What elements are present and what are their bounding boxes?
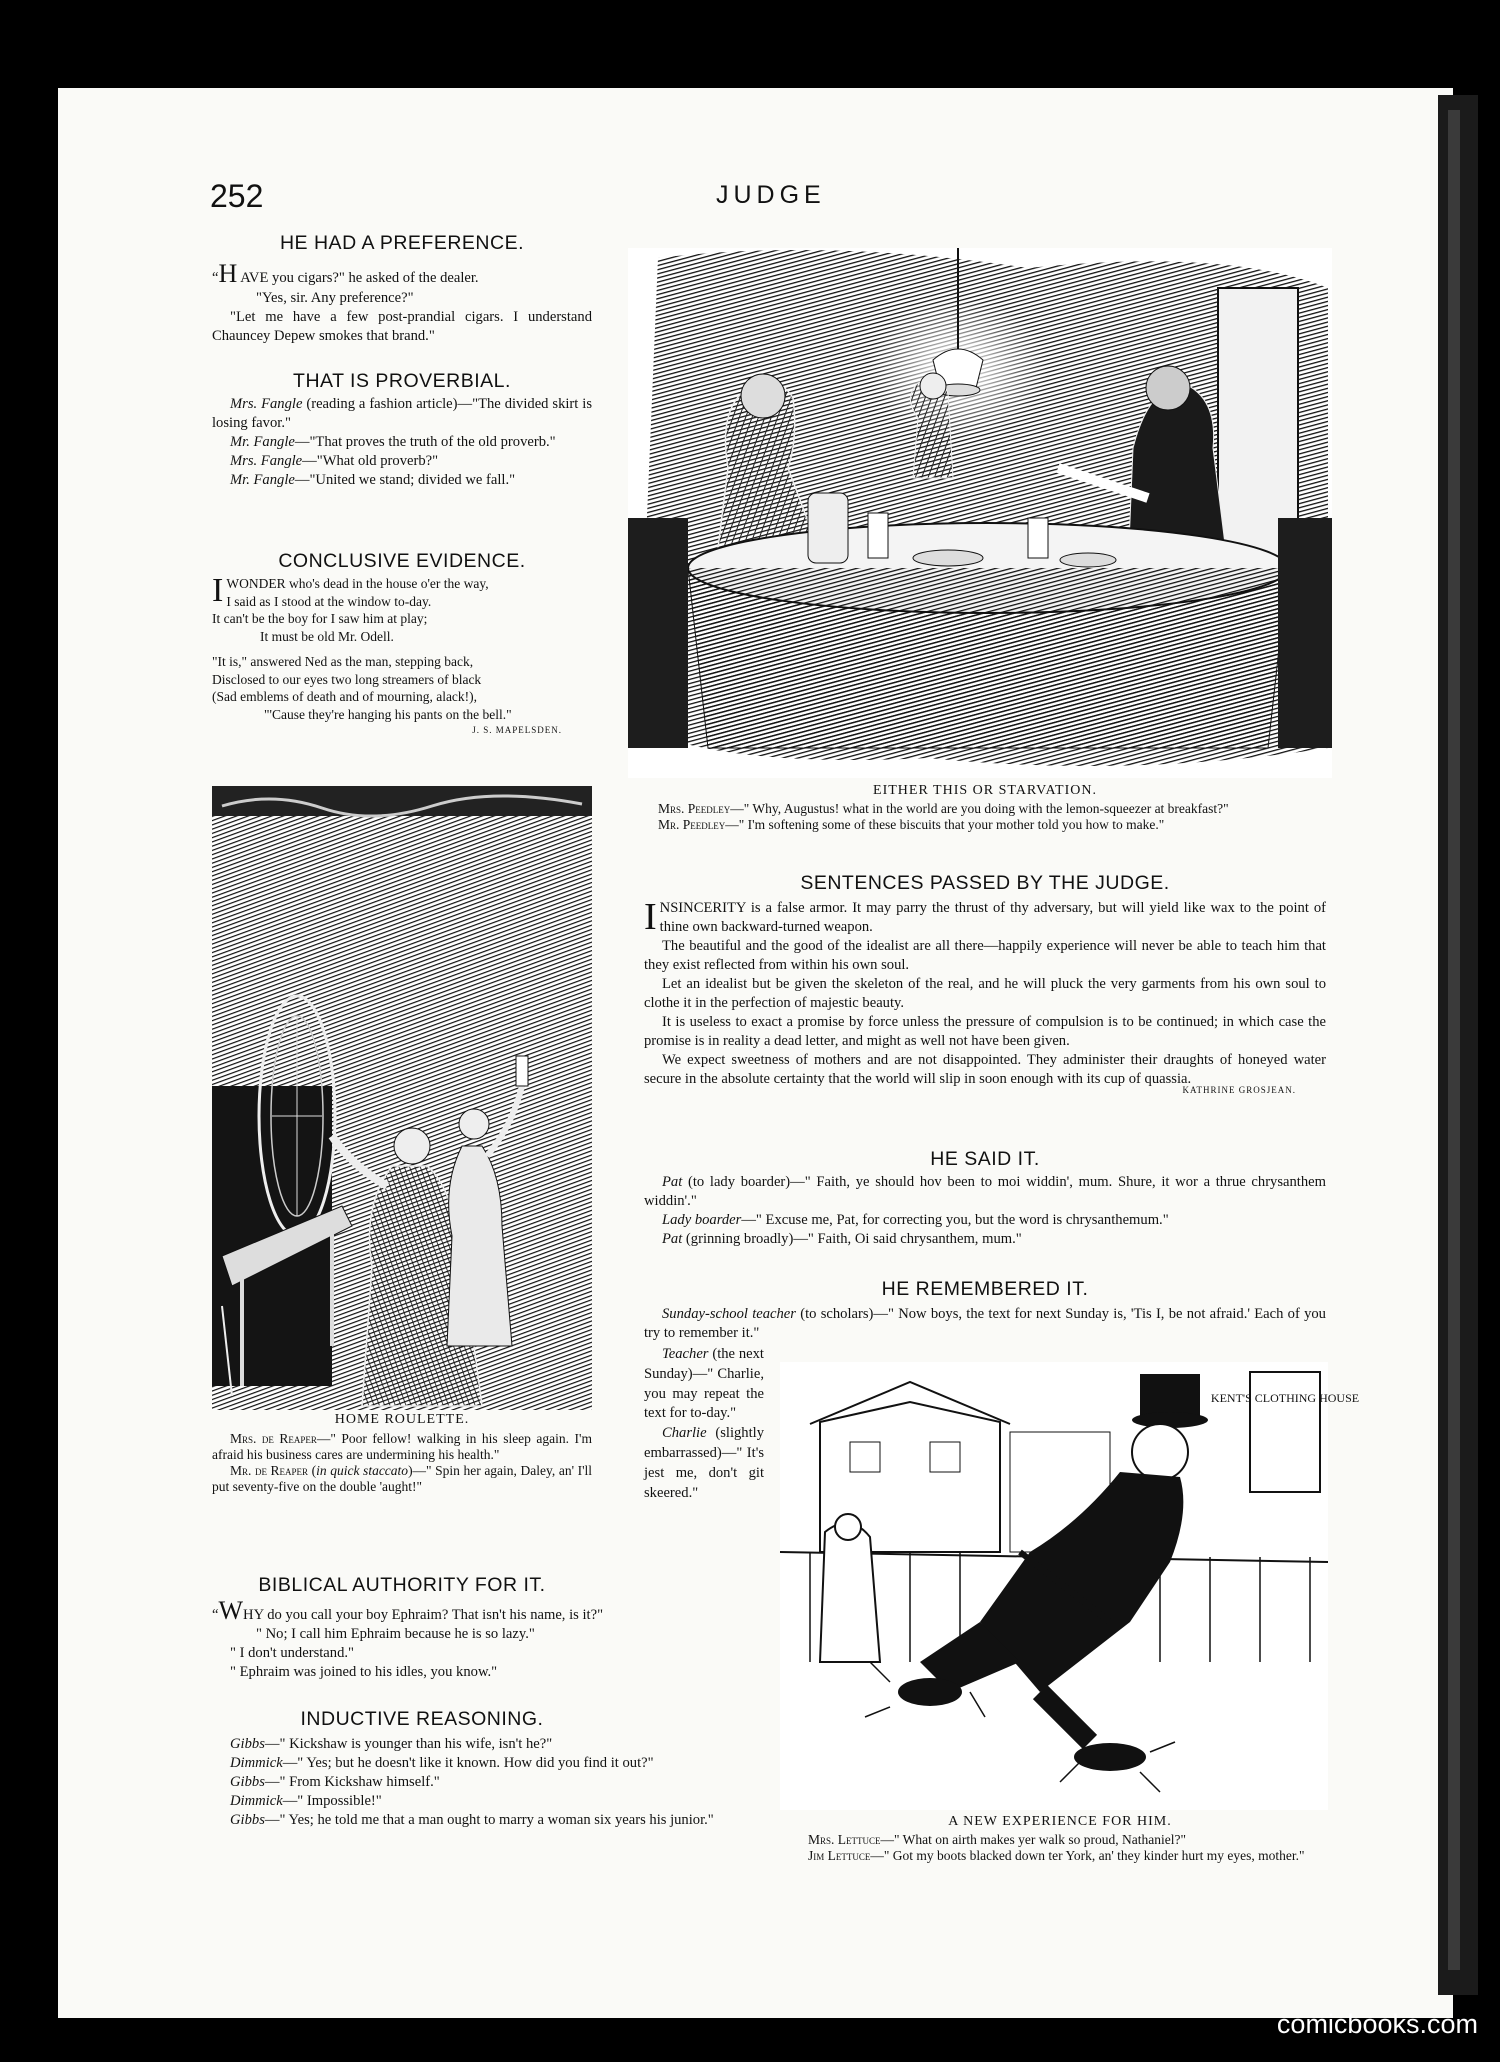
dialogue-line: Gibbs—" From Kickshaw himself.": [230, 1774, 440, 1790]
dialogue-line: Mrs. Fangle (reading a fashion article)—"The divided skirt is losing favor.": [212, 396, 592, 431]
new-experience-illustration: [780, 1362, 1360, 1810]
article-title: BIBLICAL AUTHORITY FOR IT.: [258, 1574, 546, 1596]
page-number: 252: [210, 178, 264, 214]
dialogue-line: Mr. Fangle—"United we stand; divided we fall.": [230, 472, 516, 488]
dialogue-line: Dimmick—" Impossible!": [230, 1793, 382, 1809]
article-title: HE HAD A PREFERENCE.: [279, 232, 525, 254]
article-text: “H AVE you cigars?" he asked of the dealer.: [212, 259, 479, 288]
masthead: JUDGE: [716, 181, 826, 209]
new-experience-caption: A NEW EXPERIENCE FOR HIM. Mrs. Lettuce—" What on airth makes yer walk so proud, Nathaniel?" Jim Lettuce—" Got my boots blacked down ter York, an' they kinder hurt my eyes, mother.": [808, 1814, 1305, 1863]
dialogue-line: Mrs. Fangle—"What old proverb?": [230, 453, 439, 469]
author-credit: J. S. MAPELSDEN.: [472, 725, 562, 735]
article-sentences: SENTENCES PASSED BY THE JUDGE. INSINCERITY is a false armor. It may parry the thrust of thy adversary, but will yield like wax to the point of thine own backward-turned weapon. The beautiful and the good of the idealist are all there—happily experience will never be able to teach him that they exist reflected from within his own soul. Let an idealist but be given the skeleton of the real, and he will pluck the very garments from his own soul to clothe it in the perfection of majestic beauty. It is useless to exact a promise by force unless the pressure of compulsion is to be continued; in which case the promise is in reality a dead letter, and might as well not have been given. We expect sweetness of mothers and are not disappointed. They administer their draughts of honeyed water secure in the absolute certainty that the world will slip in soon enough with its cup of quassia. KATHRINE GROSJEAN.: [644, 872, 1326, 1095]
article-title: HE SAID IT.: [930, 1148, 1040, 1170]
article-text: "Let me have a few post-prandial cigars. I understand Chauncey Depew smokes that brand.": [212, 309, 592, 344]
article-text: " I don't understand.": [230, 1645, 354, 1661]
article-text: "Yes, sir. Any preference?": [256, 290, 414, 306]
home-roulette-illustration: [212, 786, 592, 1410]
dialogue-line: Gibbs—" Yes; he told me that a man ought to marry a woman six years his junior.": [230, 1812, 714, 1828]
article-title: SENTENCES PASSED BY THE JUDGE.: [800, 872, 1170, 894]
article-text: “WHY do you call your boy Ephraim? That isn't his name, is it?": [212, 1596, 604, 1625]
dialogue-line: Sunday-school teacher (to scholars)—" Now boys, the text for next Sunday is, 'Tis I, be not afraid.' Each of you try to remember it.": [644, 1306, 1326, 1341]
watermark: comicbooks.com: [1276, 2009, 1478, 2039]
dialogue-line: Mr. Fangle—"That proves the truth of the old proverb.": [230, 434, 556, 450]
book-spine-edge: [1448, 110, 1460, 1970]
article-title: CONCLUSIVE EVIDENCE.: [278, 550, 526, 572]
poem: IWONDER who's dead in the house o'er the way, I said as I stood at the window to-day. It can't be the boy for I saw him at play; It must be old Mr. Odell. "It is," answered Ned as the man, stepping back, Disclosed to our eyes two long streamers of black (Sad emblems of death and of mourning, alack!), "'Cause they're hanging his pants on the bell.": [212, 572, 512, 722]
starvation-illustration: [628, 248, 1332, 778]
article-he-said-it: [644, 1148, 1326, 1249]
author-credit: KATHRINE GROSJEAN.: [1182, 1085, 1296, 1095]
article-inductive-reasoning: [212, 1708, 752, 1830]
dialogue-line: Dimmick—" Yes; but he doesn't like it known. How did you find it out?": [230, 1755, 654, 1771]
dialogue-line: Pat (to lady boarder)—" Faith, ye should hov been to moi widdin', mum. Shure, it wor a thrue chrysanthem widdin'.": [644, 1174, 1326, 1209]
article-biblical-authority: [212, 1574, 752, 1682]
article-title: HE REMEMBERED IT.: [881, 1278, 1089, 1300]
article-text: " No; I call him Ephraim because he is so lazy.": [256, 1626, 535, 1642]
store-sign: KENT'S CLOTHING HOUSE: [1210, 1391, 1360, 1405]
article-proverbial: [212, 370, 592, 490]
dialogue-line: Pat (grinning broadly)—" Faith, Oi said chrysanthem, mum.": [662, 1231, 1022, 1247]
article-title: INDUCTIVE REASONING.: [300, 1708, 544, 1730]
article-title: THAT IS PROVERBIAL.: [293, 370, 511, 392]
article-text: " Ephraim was joined to his idles, you know.": [230, 1664, 498, 1680]
dialogue-line: Charlie (slightly embarrassed)—" It's jest me, don't git skeered.": [644, 1425, 764, 1501]
dialogue-line: Lady boarder—" Excuse me, Pat, for correcting you, but the word is chrysanthemum.": [662, 1212, 1169, 1228]
dialogue-line: Teacher (the next Sunday)—" Charlie, you may repeat the text for to-day.": [644, 1346, 764, 1422]
dialogue-line: Gibbs—" Kickshaw is younger than his wife, isn't he?": [230, 1736, 553, 1752]
article-conclusive-evidence: [212, 550, 592, 735]
starvation-caption: EITHER THIS OR STARVATION. Mrs. Peedley—" Why, Augustus! what in the world are you doing with the lemon-squeezer at breakfast?" Mr. Peedley—" I'm softening some of these biscuits that your mother told you how to make.": [658, 783, 1229, 832]
home-roulette-caption: HOME ROULETTE. Mrs. de Reaper—" Poor fellow! walking in his sleep again. I'm afraid his business cares are undermining his health." Mr. de Reaper (in quick staccato)—" Spin her again, Daley, an' I'll put seventy-five on the double 'aught!": [212, 1412, 593, 1494]
article-preference: [212, 232, 592, 346]
